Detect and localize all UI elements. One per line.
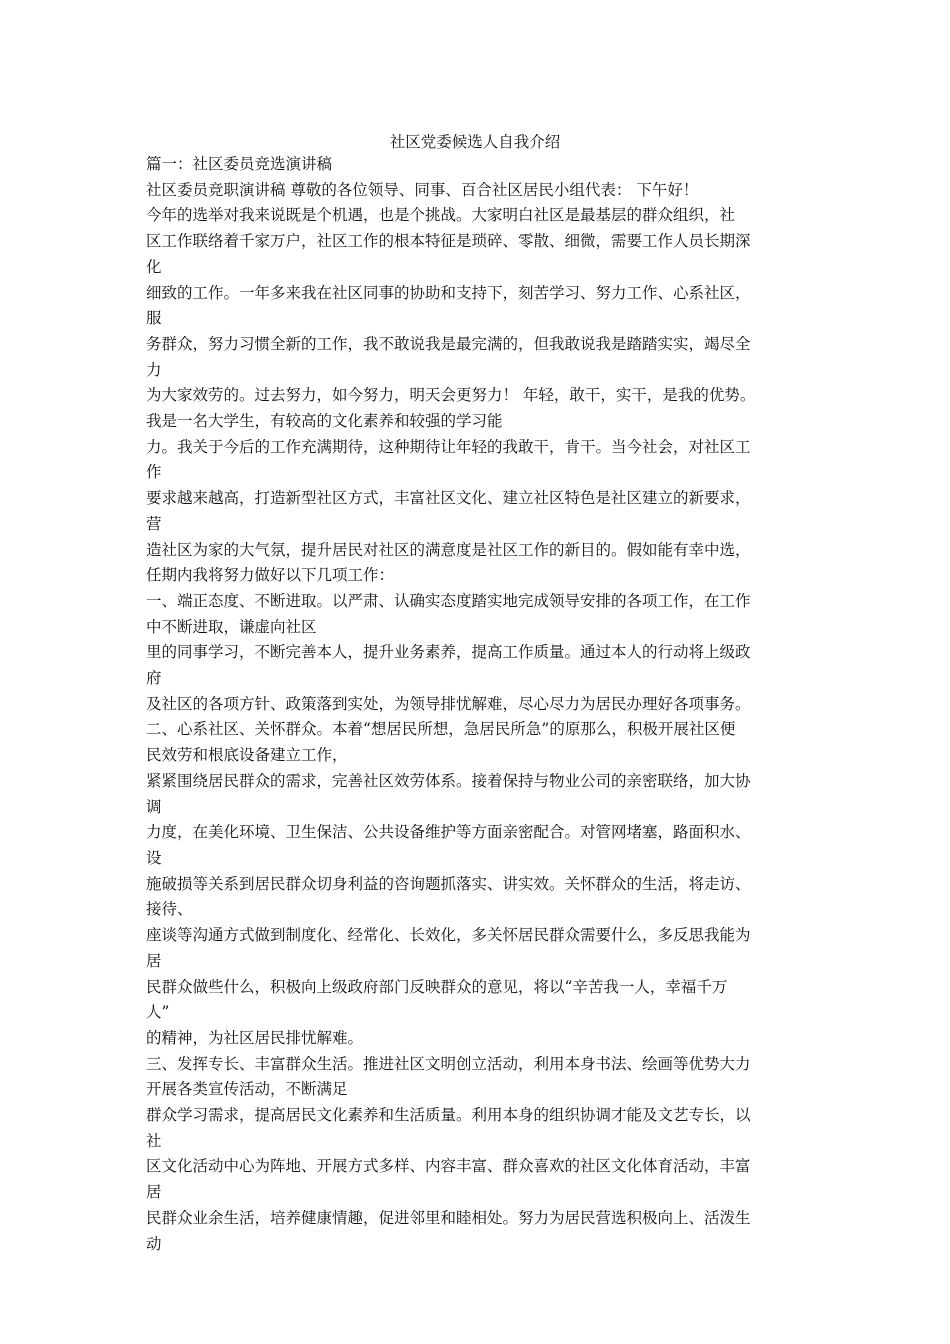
text-line: 社区委员竞职演讲稿 尊敬的各位领导、同事、百合社区居民小组代表： 下午好！ (146, 180, 699, 199)
text-line: 作 (146, 463, 162, 482)
text-line: 开展各类宣传活动，不断满足 (146, 1080, 348, 1099)
text-line: 居 (146, 951, 162, 970)
text-line: 三、发挥专长、丰富群众生活。推进社区文明创立活动，利用本身书法、绘画等优势大力 (146, 1054, 751, 1073)
text-line: 接待、 (146, 900, 193, 919)
text-line: 调 (146, 797, 162, 816)
text-line: 服 (146, 309, 162, 328)
text-line: 力。我关于今后的工作充满期待，这种期待让年轻的我敢干，肯干。当今社会，对社区工 (146, 437, 751, 456)
text-line: 民群众业余生活，培养健康情趣，促进邻里和睦相处。努力为居民营选积极向上、活泼生 (146, 1208, 751, 1227)
text-line: 动 (146, 1234, 162, 1253)
text-line: 里的同事学习，不断完善本人，提升业务素养，提高工作质量。通过本人的行动将上级政 (146, 643, 751, 662)
text-line: 施破损等关系到居民群众切身利益的咨询题抓落实、讲实效。关怀群众的生活，将走访、 (146, 874, 751, 893)
text-line: 社 (146, 1131, 162, 1150)
text-line: 二、心系社区、关怀群众。本着“想居民所想，急居民所急”的原那么，积极开展社区便 (146, 720, 736, 739)
text-line: 设 (146, 848, 162, 867)
document-body (146, 152, 826, 1257)
text-line: 紧紧围绕居民群众的需求，完善社区效劳体系。接着保持与物业公司的亲密联络，加大协 (146, 771, 751, 790)
text-line: 一、端正态度、不断进取。以严肃、认确实态度踏实地完成领导安排的各项工作，在工作 (146, 591, 751, 610)
text-line: 座谈等沟通方式做到制度化、经常化、长效化，多关怀居民群众需要什么，多反思我能为 (146, 926, 751, 945)
text-line: 力度，在美化环境、卫生保洁、公共设备维护等方面亲密配合。对管网堵塞，路面积水、 (146, 823, 751, 842)
text-line: 营 (146, 514, 162, 533)
text-line: 中不断进取，谦虚向社区 (146, 617, 317, 636)
text-line: 的精神，为社区居民排忧解难。 (146, 1028, 364, 1047)
text-line: 府 (146, 669, 162, 688)
text-line: 细致的工作。一年多来我在社区同事的协助和支持下，刻苦学习、努力工作、心系社区， (146, 283, 751, 302)
text-line: 任期内我将努力做好以下几项工作： (146, 566, 395, 585)
text-line: 居 (146, 1183, 162, 1202)
text-line: 化 (146, 257, 162, 276)
text-line: 民群众做些什么，积极向上级政府部门反映群众的意见，将以“辛苦我一人，幸福千万 (146, 977, 728, 996)
text-line: 人” (146, 1003, 170, 1022)
text-line: 及社区的各项方针、政策落到实处，为领导排忧解难，尽心尽力为居民办理好各项事务。 (146, 694, 751, 713)
text-line: 区文化活动中心为阵地、开展方式多样、内容丰富、群众喜欢的社区文化体育活动，丰富 (146, 1157, 751, 1176)
text-line: 群众学习需求，提高居民文化素养和生活质量。利用本身的组织协调才能及文艺专长，以 (146, 1106, 751, 1125)
text-line: 造社区为家的大气氛，提升居民对社区的满意度是社区工作的新目的。假如能有幸中选， (146, 540, 751, 559)
text-line: 力 (146, 360, 162, 379)
document-title: 社区党委候选人自我介绍 (389, 133, 561, 151)
text-line: 区工作联络着千家万户，社区工作的根本特征是琐碎、零散、细微，需要工作人员长期深 (146, 232, 751, 251)
text-line: 民效劳和根底设备建立工作， (146, 746, 348, 765)
text-line: 务群众，努力习惯全新的工作，我不敢说我是最完满的，但我敢说我是踏踏实实，竭尽全 (146, 334, 751, 353)
text-line: 今年的选举对我来说既是个机遇，也是个挑战。大家明白社区是最基层的群众组织，社 (146, 206, 736, 225)
text-line: 为大家效劳的。过去努力，如今努力，明天会更努力！ 年轻，敢干，实干，是我的优势。 (146, 386, 756, 405)
text-line: 要求越来越高，打造新型社区方式，丰富社区文化、建立社区特色是社区建立的新要求， (146, 489, 751, 508)
text-line: 篇一：社区委员竞选演讲稿 (146, 155, 333, 173)
text-line: 我是一名大学生，有较高的文化素养和较强的学习能 (146, 412, 503, 431)
